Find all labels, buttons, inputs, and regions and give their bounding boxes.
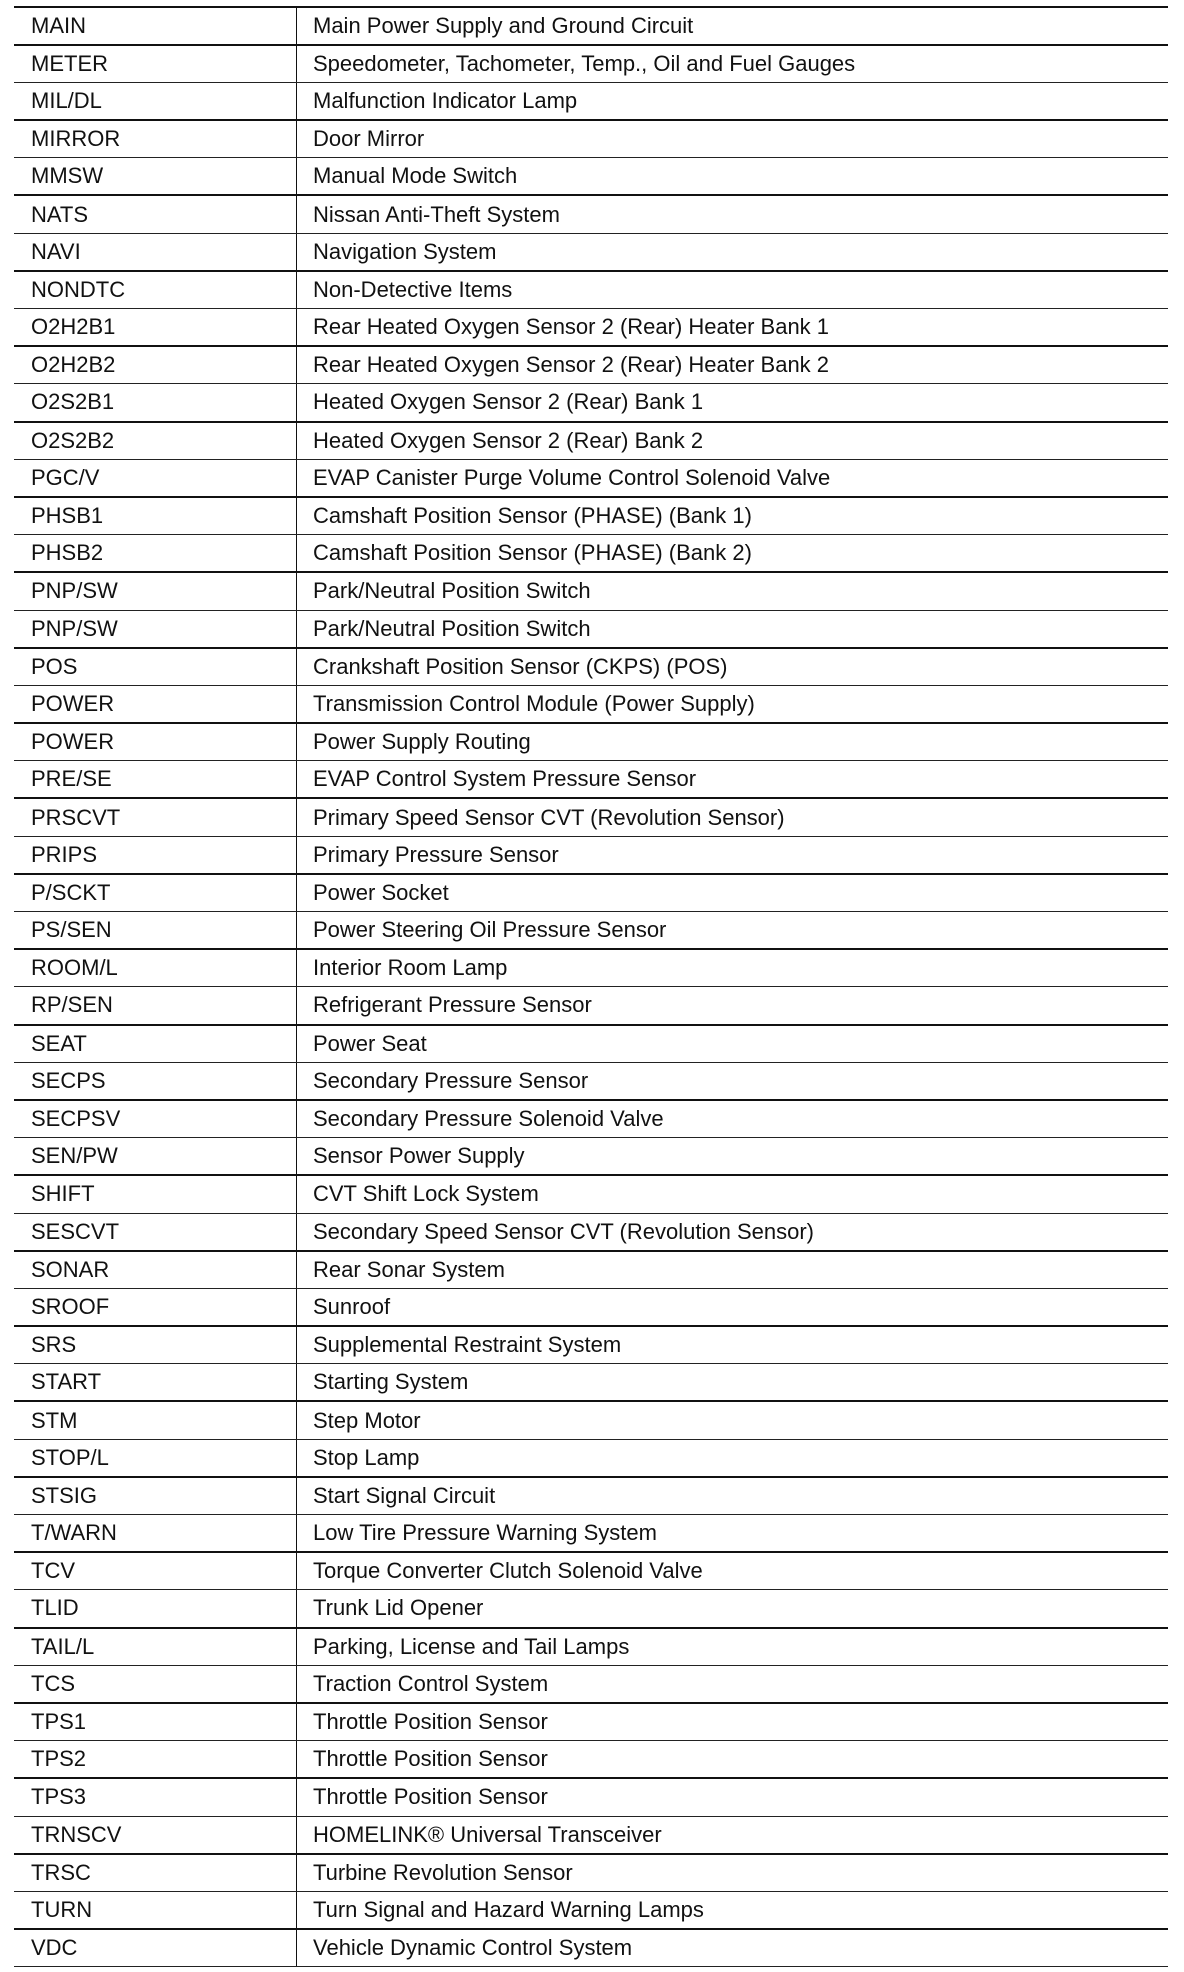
abbreviation-code: P/SCKT [14, 874, 297, 912]
abbreviation-description: Throttle Position Sensor [297, 1778, 1169, 1816]
abbreviation-description: Power Socket [297, 874, 1169, 912]
table-row [14, 1025, 1168, 1063]
abbreviation-description: Malfunction Indicator Lamp [297, 82, 1169, 120]
abbreviation-code: MIRROR [14, 120, 297, 158]
abbreviation-code: NATS [14, 195, 297, 233]
abbreviation-code: STSIG [14, 1477, 297, 1515]
table-row [14, 1100, 1168, 1138]
abbreviation-code: START [14, 1364, 297, 1402]
abbreviation-description: Park/Neutral Position Switch [297, 572, 1169, 610]
abbreviation-description: Interior Room Lamp [297, 949, 1169, 987]
table-row [14, 1326, 1168, 1364]
abbreviation-description: Nissan Anti-Theft System [297, 195, 1169, 233]
abbreviation-description: Trunk Lid Opener [297, 1590, 1169, 1628]
abbreviation-code: SECPS [14, 1062, 297, 1100]
table-row [14, 309, 1168, 347]
abbreviation-code: T/WARN [14, 1515, 297, 1553]
table-row [14, 987, 1168, 1025]
abbreviation-description: Non-Detective Items [297, 271, 1169, 309]
table-row [14, 195, 1168, 233]
table-row [14, 158, 1168, 196]
abbreviation-code: PRIPS [14, 836, 297, 874]
table-row [14, 45, 1168, 83]
abbreviation-description: Step Motor [297, 1401, 1169, 1439]
table-row [14, 761, 1168, 799]
abbreviation-code: PNP/SW [14, 572, 297, 610]
table-row [14, 497, 1168, 535]
abbreviation-description: Park/Neutral Position Switch [297, 610, 1169, 648]
abbreviation-description: Heated Oxygen Sensor 2 (Rear) Bank 1 [297, 384, 1169, 422]
table-row [14, 233, 1168, 271]
abbreviation-description: Power Seat [297, 1025, 1169, 1063]
table-row [14, 685, 1168, 723]
abbreviation-description: Navigation System [297, 233, 1169, 271]
table-row [14, 1590, 1168, 1628]
abbreviation-code: TPS1 [14, 1703, 297, 1741]
table-row [14, 1401, 1168, 1439]
abbreviation-description: Secondary Pressure Solenoid Valve [297, 1100, 1169, 1138]
abbreviation-description: Sensor Power Supply [297, 1138, 1169, 1176]
table-row [14, 1552, 1168, 1590]
abbreviation-description: Transmission Control Module (Power Supply) [297, 685, 1169, 723]
table-row [14, 120, 1168, 158]
abbreviation-code: POWER [14, 723, 297, 761]
abbreviation-description: Parking, License and Tail Lamps [297, 1628, 1169, 1666]
abbreviation-description: Rear Sonar System [297, 1251, 1169, 1289]
table-row [14, 798, 1168, 836]
abbreviation-code: PNP/SW [14, 610, 297, 648]
abbreviation-description: CVT Shift Lock System [297, 1175, 1169, 1213]
abbreviation-code: PRSCVT [14, 798, 297, 836]
table-row [14, 1251, 1168, 1289]
abbreviation-code: TCV [14, 1552, 297, 1590]
table-row [14, 610, 1168, 648]
abbreviation-code: SESCVT [14, 1213, 297, 1251]
abbreviation-code: PRE/SE [14, 761, 297, 799]
abbreviation-code: PGC/V [14, 459, 297, 497]
table-row [14, 1477, 1168, 1515]
abbreviation-description: Torque Converter Clutch Solenoid Valve [297, 1552, 1169, 1590]
abbreviation-code: TURN [14, 1891, 297, 1929]
table-row [14, 1062, 1168, 1100]
abbreviation-code: TCS [14, 1665, 297, 1703]
abbreviation-description: Camshaft Position Sensor (PHASE) (Bank 1) [297, 497, 1169, 535]
table-row [14, 346, 1168, 384]
table-row [14, 271, 1168, 309]
abbreviation-description: Door Mirror [297, 120, 1169, 158]
abbreviation-code: SEAT [14, 1025, 297, 1063]
abbreviation-description: Turbine Revolution Sensor [297, 1854, 1169, 1892]
abbreviation-code: METER [14, 45, 297, 83]
abbreviation-code: STOP/L [14, 1439, 297, 1477]
abbreviation-code: O2H2B1 [14, 309, 297, 347]
table-row [14, 1213, 1168, 1251]
abbreviation-code: STM [14, 1401, 297, 1439]
abbreviation-description: Traction Control System [297, 1665, 1169, 1703]
table-row [14, 723, 1168, 761]
abbreviation-description: HOMELINK® Universal Transceiver [297, 1816, 1169, 1854]
abbreviation-description: Camshaft Position Sensor (PHASE) (Bank 2) [297, 535, 1169, 573]
abbreviation-description: Sunroof [297, 1288, 1169, 1326]
abbreviation-description: Throttle Position Sensor [297, 1741, 1169, 1779]
abbreviation-code: O2S2B1 [14, 384, 297, 422]
table-row [14, 1778, 1168, 1816]
table-row [14, 912, 1168, 950]
table-row [14, 1364, 1168, 1402]
table-row [14, 874, 1168, 912]
abbreviation-description: Supplemental Restraint System [297, 1326, 1169, 1364]
table-row [14, 1628, 1168, 1666]
abbreviation-code: TPS3 [14, 1778, 297, 1816]
abbreviation-description: Rear Heated Oxygen Sensor 2 (Rear) Heater Bank 2 [297, 346, 1169, 384]
abbreviation-description: EVAP Canister Purge Volume Control Solenoid Valve [297, 459, 1169, 497]
abbreviation-description: EVAP Control System Pressure Sensor [297, 761, 1169, 799]
abbreviation-code: TRSC [14, 1854, 297, 1892]
abbreviation-code: MIL/DL [14, 82, 297, 120]
table-row [14, 384, 1168, 422]
abbreviation-description: Throttle Position Sensor [297, 1703, 1169, 1741]
table-row [14, 1929, 1168, 1967]
abbreviation-code: MMSW [14, 158, 297, 196]
abbreviation-code: SRS [14, 1326, 297, 1364]
table-row [14, 535, 1168, 573]
table-row [14, 1288, 1168, 1326]
abbreviation-code: TPS2 [14, 1741, 297, 1779]
abbreviation-description: Starting System [297, 1364, 1169, 1402]
abbreviation-code: VDC [14, 1929, 297, 1967]
table-row [14, 1665, 1168, 1703]
table-row [14, 7, 1168, 45]
abbreviation-code: POS [14, 648, 297, 686]
table-row [14, 1854, 1168, 1892]
abbreviation-code: RP/SEN [14, 987, 297, 1025]
table-row [14, 422, 1168, 460]
abbreviation-code: SECPSV [14, 1100, 297, 1138]
abbreviation-code: PS/SEN [14, 912, 297, 950]
abbreviation-description: Crankshaft Position Sensor (CKPS) (POS) [297, 648, 1169, 686]
abbreviation-description: Turn Signal and Hazard Warning Lamps [297, 1891, 1169, 1929]
abbreviation-code: PHSB2 [14, 535, 297, 573]
abbreviation-code: ROOM/L [14, 949, 297, 987]
table-row [14, 1515, 1168, 1553]
abbreviation-description: Primary Pressure Sensor [297, 836, 1169, 874]
abbreviation-code: O2H2B2 [14, 346, 297, 384]
table-row [14, 1703, 1168, 1741]
table-row [14, 82, 1168, 120]
abbreviation-description: Low Tire Pressure Warning System [297, 1515, 1169, 1553]
abbreviation-description: Primary Speed Sensor CVT (Revolution Sensor) [297, 798, 1169, 836]
abbreviation-description: Power Steering Oil Pressure Sensor [297, 912, 1169, 950]
abbreviation-code: PHSB1 [14, 497, 297, 535]
abbreviation-code: SEN/PW [14, 1138, 297, 1176]
abbreviation-code: NAVI [14, 233, 297, 271]
table-row [14, 648, 1168, 686]
abbreviation-table [14, 6, 1168, 1967]
abbreviation-code: TRNSCV [14, 1816, 297, 1854]
abbreviation-code: SHIFT [14, 1175, 297, 1213]
abbreviation-description: Start Signal Circuit [297, 1477, 1169, 1515]
abbreviation-description: Stop Lamp [297, 1439, 1169, 1477]
table-row [14, 1138, 1168, 1176]
table-row [14, 1741, 1168, 1779]
abbreviation-description: Heated Oxygen Sensor 2 (Rear) Bank 2 [297, 422, 1169, 460]
abbreviation-description: Rear Heated Oxygen Sensor 2 (Rear) Heater Bank 1 [297, 309, 1169, 347]
table-row [14, 572, 1168, 610]
abbreviation-description: Refrigerant Pressure Sensor [297, 987, 1169, 1025]
table-row [14, 836, 1168, 874]
abbreviation-code: O2S2B2 [14, 422, 297, 460]
abbreviation-description: Vehicle Dynamic Control System [297, 1929, 1169, 1967]
abbreviation-code: SONAR [14, 1251, 297, 1289]
abbreviation-description: Manual Mode Switch [297, 158, 1169, 196]
abbreviation-code: NONDTC [14, 271, 297, 309]
abbreviation-description: Speedometer, Tachometer, Temp., Oil and Fuel Gauges [297, 45, 1169, 83]
table-row [14, 949, 1168, 987]
table-row [14, 1439, 1168, 1477]
abbreviation-table-body [14, 7, 1168, 1967]
table-row [14, 1175, 1168, 1213]
abbreviation-code: POWER [14, 685, 297, 723]
abbreviation-code: TAIL/L [14, 1628, 297, 1666]
abbreviation-description: Power Supply Routing [297, 723, 1169, 761]
abbreviation-code: SROOF [14, 1288, 297, 1326]
table-row [14, 459, 1168, 497]
abbreviation-description: Secondary Pressure Sensor [297, 1062, 1169, 1100]
table-row [14, 1891, 1168, 1929]
table-row [14, 1816, 1168, 1854]
abbreviation-description: Secondary Speed Sensor CVT (Revolution Sensor) [297, 1213, 1169, 1251]
abbreviation-code: TLID [14, 1590, 297, 1628]
abbreviation-code: MAIN [14, 7, 297, 45]
abbreviation-description: Main Power Supply and Ground Circuit [297, 7, 1169, 45]
